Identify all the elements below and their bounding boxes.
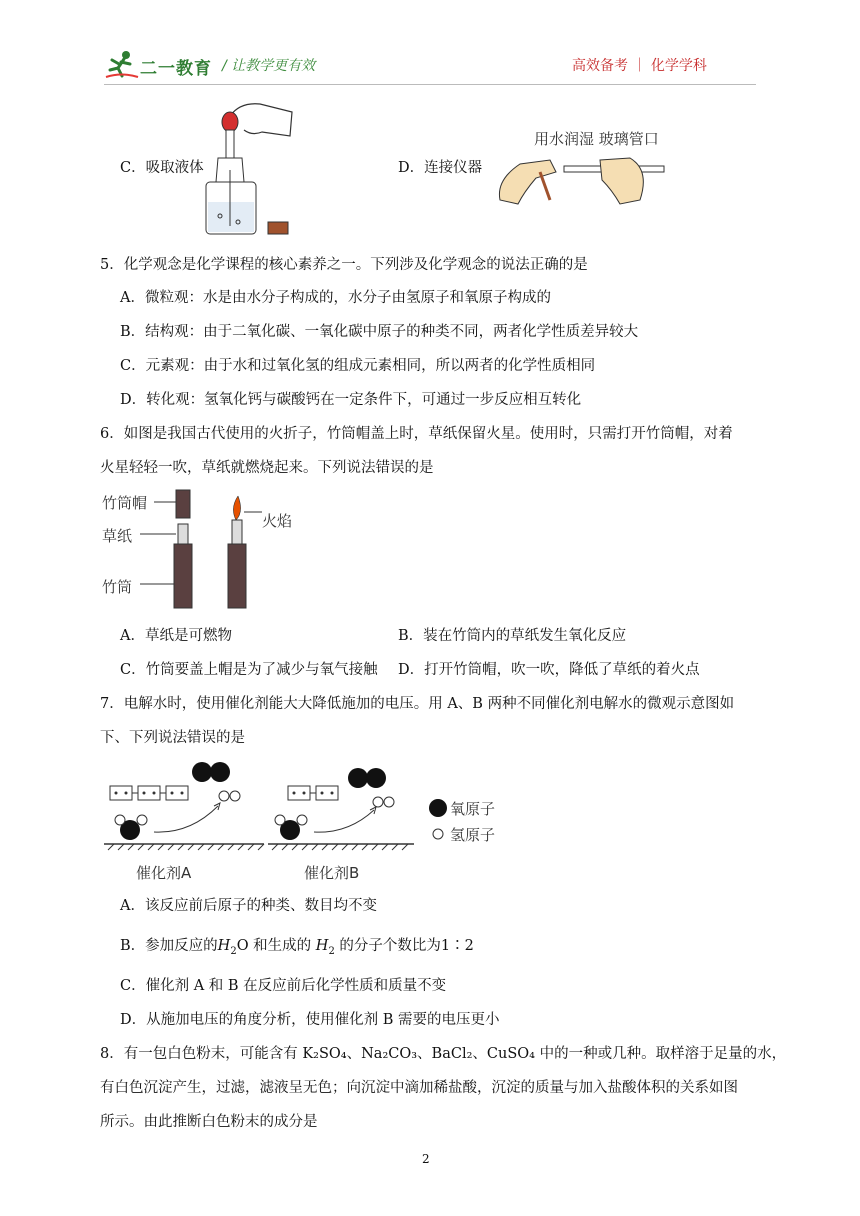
header-subject: 高效备考 ｜ 化学学科 [572,58,707,74]
q7-option-c: C．催化剂 A 和 B 在反应前后化学性质和质量不变 [120,978,447,994]
q7-stem-line2: 下、下列说法错误的是 [100,730,245,746]
q8-stem-line2: 有白色沉淀产生，过滤，滤液呈无色；向沉淀中滴加稀盐酸，沉淀的质量与加入盐酸体积的关系如图 [100,1080,738,1096]
legend-hydrogen: 氢原子 [450,826,496,844]
page-number: 2 [422,1152,430,1166]
q4-option-c: C．吸取液体 [120,160,204,176]
q8-stem-line3: 所示。由此推断白色粉末的成分是 [100,1114,318,1130]
electrolysis-diagram [104,760,504,860]
oxygen-legend-icon [429,799,447,817]
catalyst-b-label: 催化剂B [304,864,360,882]
q5-stem: 5．化学观念是化学课程的核心素养之一。下列涉及化学观念的说法正确的是 [100,257,588,273]
q5-option-b: B．结构观：由于二氧化碳、一氧化碳中原子的种类不同，两者化学性质差异较大 [120,324,639,340]
legend-oxygen: 氧原子 [450,800,496,818]
catalyst-a-panel [104,762,264,850]
q6-option-c: C．竹筒要盖上帽是为了减少与氧气接触 [120,662,378,678]
logo-text: 二一教育 [140,59,212,79]
runner-logo-icon [104,50,140,80]
q7-stem-line1: 7．电解水时，使用催化剂能大大降低施加的电压。用 A、B 两种不同催化剂电解水的微观示意图如 [100,696,735,712]
q7-option-b: B．参加反应的$H_2O$ 和生成的 $H_2$ 的分子个数比为1∶2 [120,938,474,957]
connect-tube-figure [490,150,670,206]
q6-stem-line2: 火星轻轻一吹，草纸就燃烧起来。下列说法错误的是 [100,460,434,476]
label-paper: 草纸 [102,527,133,545]
q6-option-d: D．打开竹筒帽，吹一吹，降低了草纸的着火点 [398,662,700,678]
catalyst-b-panel [268,768,414,850]
hydrogen-legend-icon [433,829,443,839]
q7-option-a: A．该反应前后原子的种类、数目均不变 [120,898,377,914]
label-tube: 竹筒 [102,578,133,596]
catalyst-a-label: 催化剂A [136,864,192,882]
q8-stem-line1: 8．有一包白色粉末，可能含有 K₂SO₄、Na₂CO₃、BaCl₂、CuSO₄ 中的一种或几种。取样溶于足量的水， [100,1046,787,1062]
dropper-bottle-figure [200,96,296,238]
header-divider [104,84,756,85]
fig-d-label: 用水润湿 玻璃管口 [534,130,659,148]
label-cap: 竹筒帽 [102,494,148,512]
q6-option-a: A．草纸是可燃物 [120,628,232,644]
q4-option-d: D．连接仪器 [398,160,483,176]
slogan: / 让教学更有效 [222,58,316,74]
q5-option-d: D．转化观：氢氧化钙与碳酸钙在一定条件下，可通过一步反应相互转化 [120,392,582,408]
q5-option-c: C．元素观：由于水和过氧化氢的组成元素相同，所以两者的化学性质相同 [120,358,596,374]
q6-stem-line1: 6．如图是我国古代使用的火折子，竹筒帽盖上时，草纸保留火星。使用时，只需打开竹筒帽，对着 [100,426,733,442]
q6-option-b: B．装在竹筒内的草纸发生氧化反应 [398,628,627,644]
q5-option-a: A．微粒观：水是由水分子构成的，水分子由氢原子和氧原子构成的 [120,290,551,306]
label-flame: 火焰 [262,512,293,530]
q7-option-d: D．从施加电压的角度分析，使用催化剂 B 需要的电压更小 [120,1012,500,1028]
fire-starter-figure [140,486,270,610]
